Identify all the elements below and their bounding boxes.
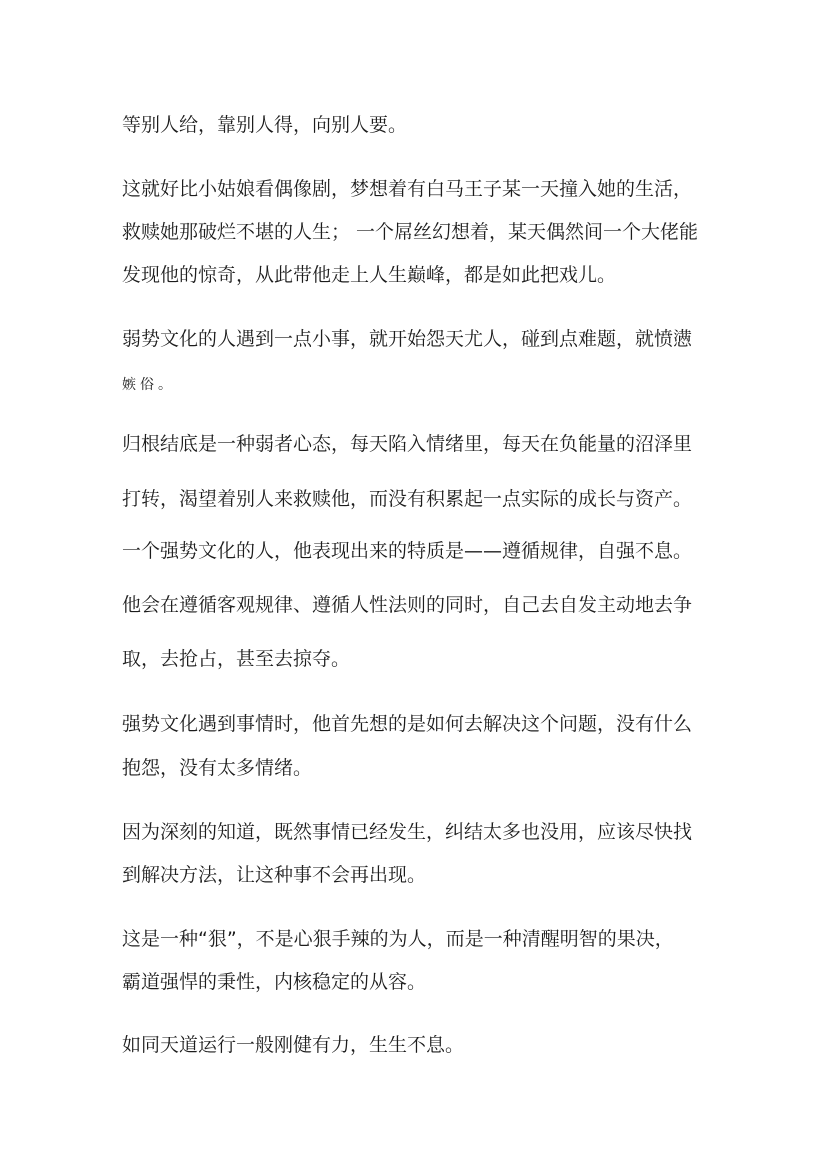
text-line-8: 打转，渴望着别人来救赎他，而没有积累起一点实际的成长与资产。 — [122, 488, 693, 510]
text-line-12: 强势文化遇到事情时，他首先想的是如何去解决这个问题，没有什么 — [122, 713, 693, 735]
text-line-5: 弱势文化的人遇到一点小事，就开始怨天尤人，碰到点难题，就愤懑 — [122, 328, 693, 350]
text-line-7: 归根结底是一种弱者心态，每天陷入情绪里，每天在负能量的沼泽里 — [122, 433, 693, 455]
text-line-6: 嫉俗。 — [122, 377, 176, 393]
text-line-17: 霸道强悍的秉性，内核稳定的从容。 — [122, 971, 427, 993]
text-line-1: 等别人给，靠别人得，向别人要。 — [122, 114, 408, 136]
text-line-14: 因为深刻的知道，既然事情已经发生，纠结太多也没用，应该尽快找 — [122, 821, 693, 843]
text-line-3: 救赎她那破烂不堪的人生； 一个屌丝幻想着，某天偶然间一个大佬能 — [122, 221, 699, 243]
text-line-15: 到解决方法，让这种事不会再出现。 — [122, 864, 427, 886]
text-line-10: 他会在遵循客观规律、遵循人性法则的同时，自己去自发主动地去争 — [122, 594, 693, 616]
text-line-2: 这就好比小姑娘看偶像剧，梦想着有白马王子某一天撞入她的生活， — [122, 178, 693, 200]
text-line-13: 抱怨，没有太多情绪。 — [122, 757, 313, 779]
text-line-4: 发现他的惊奇，从此带他走上人生巅峰，都是如此把戏儿。 — [122, 264, 617, 286]
text-line-16: 这是一种“狠”，不是心狠手辣的为人，而是一种清醒明智的果决， — [122, 928, 674, 950]
text-line-11: 取，去抢占，甚至去掠夺。 — [122, 648, 351, 670]
text-line-18: 如同天道运行一般刚健有力，生生不息。 — [122, 1034, 465, 1056]
text-line-9: 一个强势文化的人，他表现出来的特质是——遵循规律，自强不息。 — [122, 540, 693, 562]
